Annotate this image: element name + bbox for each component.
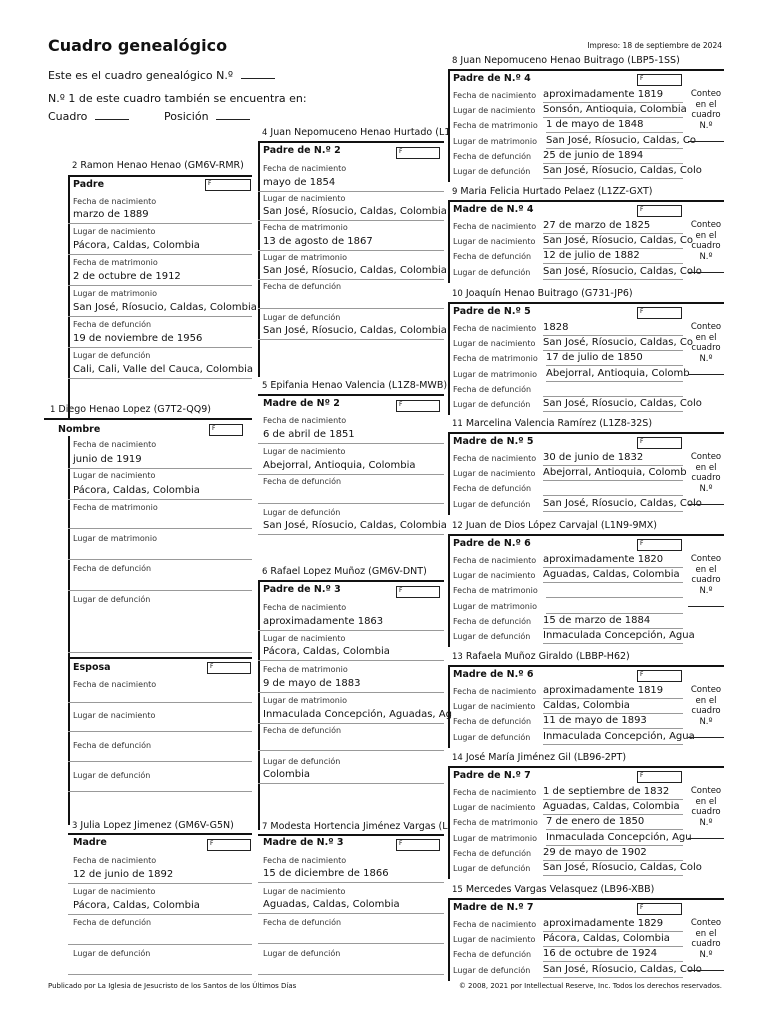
person-9-birth-date[interactable]: 27 de marzo de 1825 <box>543 220 683 234</box>
person-11-birth-place-row: Lugar de nacimiento Abejorral, Antioquia, Colomb <box>453 469 535 478</box>
person-14-death-date[interactable]: 29 de mayo de 1902 <box>543 847 683 861</box>
person-9-f-box[interactable]: F <box>637 205 682 217</box>
person-12-birth-place-row: Lugar de nacimiento Aguadas, Caldas, Colombia <box>453 571 535 580</box>
person-15-name[interactable]: 15 Mercedes Vargas Velasquez (LB96-XBB) <box>452 884 655 895</box>
person-3-f-box[interactable]: F <box>207 839 251 851</box>
person-13-death-place[interactable]: Inmaculada Concepción, Agua <box>543 731 683 745</box>
label: Lugar de matrimonio <box>263 696 347 705</box>
label: Fecha de nacimiento <box>263 603 347 612</box>
label: Lugar de matrimonio <box>263 253 347 262</box>
person-8-role: Padre de N.º 4 <box>453 73 531 84</box>
person-9-name[interactable]: 9 Maria Felicia Hurtado Pelaez (L1ZZ-GXT) <box>452 186 653 197</box>
label: Lugar de matrimonio <box>73 289 157 298</box>
person-9-birth-date-row: Fecha de nacimiento 27 de marzo de 1825 <box>453 222 536 231</box>
person-14-marriage-date-row: Fecha de matrimonio 7 de enero de 1850 <box>453 818 538 827</box>
person-8-birth-place[interactable]: Sonsón, Antioquia, Colombia <box>543 104 683 118</box>
person-1-box <box>44 418 252 420</box>
person-10-marriage-place[interactable]: Abejorral, Antioquia, Colomb <box>546 368 683 382</box>
person-5-role: Madre de Nº 2 <box>263 398 340 409</box>
person-14-birth-place[interactable]: Aguadas, Caldas, Colombia <box>543 801 683 815</box>
person-9-death-place[interactable]: San José, Ríosucio, Caldas, Colo <box>543 266 683 280</box>
label: Fecha de nacimiento <box>263 164 347 173</box>
label: Lugar de nacimiento <box>263 194 346 203</box>
person-13-birth-date[interactable]: aproximadamente 1819 <box>543 685 683 699</box>
conteo-field[interactable] <box>688 606 724 607</box>
person-14-death-place-row: Lugar de defunción San José, Ríosucio, Caldas, Colo <box>453 864 530 873</box>
label: Lugar de defunción <box>263 757 341 766</box>
person-15-death-date[interactable]: 16 de octubre de 1924 <box>543 948 683 962</box>
person-12-marriage-place-row: Lugar de matrimonio <box>453 602 537 611</box>
divider <box>68 590 252 591</box>
person-8-birth-date-row: Fecha de nacimiento aproximadamente 1819 <box>453 91 536 100</box>
person-13-box <box>448 665 724 667</box>
divider <box>258 339 444 340</box>
person-2-birth-place[interactable]: Pácora, Caldas, Colombia <box>73 240 200 251</box>
person-3-birth-place[interactable]: Pácora, Caldas, Colombia <box>73 900 200 911</box>
person-15-death-date-row: Fecha de defunción 16 de octubre de 1924 <box>453 950 531 959</box>
person-10-birth-date[interactable]: 1828 <box>543 322 683 336</box>
person-9-birth-place[interactable]: San José, Ríosucio, Caldas, Co <box>543 235 683 249</box>
chart-number-field[interactable] <box>241 68 275 79</box>
person-13-f-box[interactable]: F <box>637 670 682 682</box>
cuadro-label: Cuadro <box>48 110 88 123</box>
conteo-field[interactable] <box>688 141 724 142</box>
divider <box>68 347 252 348</box>
spouse-box <box>68 657 252 659</box>
conteo-field[interactable] <box>688 838 724 839</box>
person-2-name[interactable]: 2 Ramon Henao Henao (GM6V-RMR) <box>72 160 244 171</box>
person-5-birth-place[interactable]: Abejorral, Antioquia, Colombia <box>263 460 416 471</box>
person-8-marriage-place-row: Lugar de matrimonio San José, Ríosucio, Caldas, Co <box>453 137 537 146</box>
person-11-connector <box>448 432 450 515</box>
divider <box>258 974 444 975</box>
divider <box>68 468 252 469</box>
footer-copyright: © 2008, 2021 por Intellectual Reserve, Inc. Todos los derechos reservados. <box>458 982 722 990</box>
person-8-box <box>448 69 724 71</box>
person-1-name[interactable]: 1 Diego Henao Lopez (G7T2-QQ9) <box>50 404 212 415</box>
label: Fecha de defunción <box>263 477 342 486</box>
conteo-label: Conteo en el cuadro N.º <box>690 452 722 494</box>
person-10-connector <box>448 302 450 415</box>
person-8-death-date[interactable]: 25 de junio de 1894 <box>543 150 683 164</box>
person-14-death-place[interactable]: San José, Ríosucio, Caldas, Colo <box>543 862 683 876</box>
person-2-f-box[interactable]: F <box>205 179 251 191</box>
conteo-label: Conteo en el cuadro N.º <box>690 918 722 960</box>
divider <box>68 914 252 915</box>
chart-number-line <box>48 68 275 82</box>
person-12-birth-date-row: Fecha de nacimiento aproximadamente 1820 <box>453 556 536 565</box>
person-13-birth-place-row: Lugar de nacimiento Caldas, Colombia <box>453 702 535 711</box>
spouse-f-box[interactable]: F <box>207 662 251 674</box>
person-15-box <box>448 898 724 900</box>
person-8-f-box[interactable]: F <box>637 74 682 86</box>
label: Fecha de matrimonio <box>263 223 348 232</box>
divider <box>68 761 252 762</box>
person-2-role: Padre <box>73 179 105 190</box>
label: Lugar de defunción <box>263 508 341 517</box>
person-10-death-place[interactable]: San José, Ríosucio, Caldas, Colo <box>543 398 683 412</box>
person-5-f-box[interactable]: F <box>396 400 440 412</box>
person-3-name[interactable]: 3 Julia Lopez Jimenez (GM6V-G5N) <box>72 820 234 831</box>
person-10-birth-place-row: Lugar de nacimiento San José, Ríosucio, Caldas, Co <box>453 339 535 348</box>
person-2-marriage-place[interactable]: San José, Ríosucio, Caldas, Colombia <box>73 302 257 313</box>
label: Fecha de defunción <box>263 282 342 291</box>
person-11-f-box[interactable]: F <box>637 437 682 449</box>
person-6-role: Padre de N.º 3 <box>263 584 341 595</box>
label: Lugar de defunción <box>263 313 341 322</box>
person-11-role: Madre de N.º 5 <box>453 436 534 447</box>
person-1-f-box[interactable]: F <box>209 424 243 436</box>
person-15-death-place[interactable]: San José, Ríosucio, Caldas, Colo <box>543 964 683 978</box>
person-3-box <box>68 833 252 835</box>
person-14-box <box>448 766 724 768</box>
label: Fecha de defunción <box>263 918 342 927</box>
person-2-box <box>68 175 252 177</box>
person-1-marriage-date-label: Fecha de matrimonio <box>73 503 158 512</box>
person-12-f-box[interactable]: F <box>637 539 682 551</box>
person-6-marriage-date[interactable]: 9 de mayo de 1883 <box>263 678 361 689</box>
conteo-label: Conteo en el cuadro N.º <box>690 89 722 131</box>
person-7-birth-place[interactable]: Aguadas, Caldas, Colombia <box>263 899 400 910</box>
divider <box>68 223 252 224</box>
label: Fecha de defunción <box>73 320 152 329</box>
divider <box>68 944 252 945</box>
person-8-death-place[interactable]: San José, Ríosucio, Caldas, Colo <box>543 165 683 179</box>
person-10-death-date-row: Fecha de defunción <box>453 385 531 394</box>
person-11-birth-place[interactable]: Abejorral, Antioquia, Colomb <box>543 467 683 481</box>
divider <box>258 443 444 444</box>
person-1-role: Nombre <box>58 424 101 435</box>
person-7-name[interactable]: 7 Modesta Hortencia Jiménez Vargas (L <box>262 821 448 832</box>
person-5-death-place[interactable]: San José, Ríosucio, Caldas, Colombia <box>263 520 447 531</box>
person-6-marriage-place[interactable]: Inmaculada Concepción, Aguadas, Ag <box>263 709 452 720</box>
spouse-connector <box>68 657 70 825</box>
person-6-connector <box>258 580 260 830</box>
divider <box>68 285 252 286</box>
person-13-death-date-row: Fecha de defunción 11 de mayo de 1893 <box>453 717 531 726</box>
divider <box>258 503 444 504</box>
person-8-birth-place-row: Lugar de nacimiento Sonsón, Antioquia, Colombia <box>453 106 535 115</box>
label: Fecha de defunción <box>73 918 152 927</box>
divider <box>68 652 252 653</box>
divider <box>68 254 252 255</box>
person-13-connector <box>448 665 450 748</box>
divider <box>68 974 252 975</box>
divider <box>258 660 444 661</box>
person-12-death-date-row: Fecha de defunción 15 de marzo de 1884 <box>453 617 531 626</box>
person-12-marriage-date-row: Fecha de matrimonio <box>453 586 538 595</box>
person-4-marriage-date[interactable]: 13 de agosto de 1867 <box>263 236 373 247</box>
divider <box>68 528 252 529</box>
divider <box>68 316 252 317</box>
person-7-birth-date[interactable]: 15 de diciembre de 1866 <box>263 868 389 879</box>
conteo-field[interactable] <box>688 970 724 971</box>
label: Lugar de nacimiento <box>263 634 346 643</box>
label: Fecha de nacimiento <box>73 197 157 206</box>
person-9-death-place-row: Lugar de defunción San José, Ríosucio, Caldas, Colo <box>453 268 530 277</box>
person-1-marriage-place-label: Lugar de matrimonio <box>73 534 157 543</box>
divider <box>258 943 444 944</box>
person-2-marriage-date[interactable]: 2 de octubre de 1912 <box>73 271 181 282</box>
divider <box>258 630 444 631</box>
person-4-f-box[interactable]: F <box>396 147 440 159</box>
label: Lugar de nacimiento <box>73 887 156 896</box>
person-14-death-date-row: Fecha de defunción 29 de mayo de 1902 <box>453 849 531 858</box>
label: Fecha de nacimiento <box>73 856 157 865</box>
person-11-name[interactable]: 11 Marcelina Valencia Ramírez (L1Z8-32S) <box>452 418 653 429</box>
person-12-birth-place[interactable]: Aguadas, Caldas, Colombia <box>543 569 683 583</box>
spouse-death-place-label: Lugar de defunción <box>73 771 151 780</box>
divider <box>68 731 252 732</box>
spouse-death-date-label: Fecha de defunción <box>73 741 152 750</box>
person-1-death-place-label: Lugar de defunción <box>73 595 151 604</box>
person-12-role: Padre de N.º 6 <box>453 538 531 549</box>
person-15-birth-date[interactable]: aproximadamente 1829 <box>543 918 683 932</box>
cuadro-line <box>48 109 129 123</box>
divider <box>68 883 252 884</box>
person-1-birth-date[interactable]: junio de 1919 <box>73 454 142 465</box>
person-12-box <box>448 534 724 536</box>
person-9-role: Madre de N.º 4 <box>453 204 534 215</box>
person-2-death-place[interactable]: Cali, Cali, Valle del Cauca, Colombia <box>73 364 254 375</box>
person-8-death-place-row: Lugar de defunción San José, Ríosucio, Caldas, Colo <box>453 167 530 176</box>
person-10-death-date[interactable] <box>543 383 683 397</box>
person-4-marriage-place[interactable]: San José, Ríosucio, Caldas, Colombia <box>263 265 447 276</box>
spouse-role: Esposa <box>73 662 111 673</box>
person-13-name[interactable]: 13 Rafaela Muñoz Giraldo (LBBP-H62) <box>452 651 630 662</box>
person-12-death-place[interactable]: Inmaculada Concepción, Agua <box>543 630 683 644</box>
label: Lugar de defunción <box>73 351 151 360</box>
person-11-death-date[interactable] <box>543 482 683 496</box>
conteo-label: Conteo en el cuadro N.º <box>690 322 722 364</box>
divider <box>258 913 444 914</box>
divider <box>68 791 252 792</box>
person-4-connector <box>258 141 260 377</box>
person-6-name[interactable]: 6 Rafael Lopez Muñoz (GM6V-DNT) <box>262 566 427 577</box>
person-11-birth-date-row: Fecha de nacimiento 30 de junio de 1832 <box>453 454 536 463</box>
cuadro-field[interactable] <box>95 109 129 120</box>
divider <box>258 783 444 784</box>
person-5-box <box>258 394 444 396</box>
person-4-role: Padre de N.º 2 <box>263 145 341 156</box>
divider <box>68 499 252 500</box>
person-4-name[interactable]: 4 Juan Nepomuceno Henao Hurtado (L1 <box>262 127 451 138</box>
person-6-birth-place[interactable]: Pácora, Caldas, Colombia <box>263 646 390 657</box>
conteo-label: Conteo en el cuadro N.º <box>690 220 722 262</box>
person-10-marriage-date[interactable]: 17 de julio de 1850 <box>546 352 683 366</box>
person-11-birth-date[interactable]: 30 de junio de 1832 <box>543 452 683 466</box>
person-14-marriage-place[interactable]: Inmaculada Concepción, Agu <box>546 832 683 846</box>
divider <box>258 474 444 475</box>
person-12-birth-date[interactable]: aproximadamente 1820 <box>543 554 683 568</box>
person-11-death-place[interactable]: San José, Ríosucio, Caldas, Colo <box>543 498 683 512</box>
person-14-marriage-date[interactable]: 7 de enero de 1850 <box>546 816 683 830</box>
divider <box>258 220 444 221</box>
person-8-death-date-row: Fecha de defunción 25 de junio de 1894 <box>453 152 531 161</box>
person-14-connector <box>448 766 450 879</box>
label: Lugar de nacimiento <box>73 227 156 236</box>
label: Fecha de defunción <box>263 726 342 735</box>
divider <box>258 750 444 751</box>
person-7-f-box[interactable]: F <box>396 839 440 851</box>
person-12-death-place-row: Lugar de defunción Inmaculada Concepción, Agua <box>453 632 530 641</box>
person-5-birth-date[interactable]: 6 de abril de 1851 <box>263 429 355 440</box>
person-12-marriage-place[interactable] <box>546 600 683 614</box>
person-10-birth-date-row: Fecha de nacimiento 1828 <box>453 324 536 333</box>
person-7-role: Madre de N.º 3 <box>263 837 344 848</box>
person-8-marriage-date[interactable]: 1 de mayo de 1848 <box>546 119 683 133</box>
label: Lugar de defunción <box>263 949 341 958</box>
person-1-birth-date-label: Fecha de nacimiento <box>73 440 157 449</box>
person-13-birth-date-row: Fecha de nacimiento aproximadamente 1819 <box>453 687 536 696</box>
conteo-label: Conteo en el cuadro N.º <box>690 554 722 596</box>
label: Fecha de nacimiento <box>263 416 347 425</box>
printed-date: Impreso: 18 de septiembre de 2024 <box>587 41 722 50</box>
label: Fecha de matrimonio <box>73 258 158 267</box>
person-13-birth-place[interactable]: Caldas, Colombia <box>543 700 683 714</box>
person-2-birth-date[interactable]: marzo de 1889 <box>73 209 149 220</box>
person-3-role: Madre <box>73 837 107 848</box>
divider <box>258 534 444 535</box>
posicion-label: Posición <box>164 110 209 123</box>
divider <box>258 308 444 309</box>
person-4-birth-date[interactable]: mayo de 1854 <box>263 177 336 188</box>
person-4-birth-place[interactable]: San José, Ríosucio, Caldas, Colombia <box>263 206 447 217</box>
posicion-field[interactable] <box>216 109 250 120</box>
label: Fecha de matrimonio <box>263 665 348 674</box>
person-15-role: Madre de N.º 7 <box>453 902 534 913</box>
person-13-role: Madre de N.º 6 <box>453 669 534 680</box>
conteo-field[interactable] <box>688 504 724 505</box>
person-12-name[interactable]: 12 Juan de Dios López Carvajal (L1N9-9MX) <box>452 520 657 531</box>
person-15-birth-place[interactable]: Pácora, Caldas, Colombia <box>543 933 683 947</box>
divider <box>258 279 444 280</box>
person-2-connector <box>68 175 70 419</box>
person-9-death-date[interactable]: 12 de julio de 1882 <box>543 250 683 264</box>
divider <box>68 702 252 703</box>
conteo-label: Conteo en el cuadro N.º <box>690 786 722 828</box>
conteo-field[interactable] <box>688 374 724 375</box>
divider <box>258 191 444 192</box>
person-10-marriage-date-row: Fecha de matrimonio 17 de julio de 1850 <box>453 354 538 363</box>
person-14-birth-place-row: Lugar de nacimiento Aguadas, Caldas, Colombia <box>453 803 535 812</box>
person-10-f-box[interactable]: F <box>637 307 682 319</box>
label: Lugar de nacimiento <box>263 887 346 896</box>
label: Lugar de defunción <box>73 949 151 958</box>
person-10-name[interactable]: 10 Joaquín Henao Buitrago (G731-JP6) <box>452 288 633 299</box>
person-11-death-place-row: Lugar de defunción San José, Ríosucio, Caldas, Colo <box>453 500 530 509</box>
person-10-role: Padre de N.º 5 <box>453 306 531 317</box>
person-4-death-place[interactable]: San José, Ríosucio, Caldas, Colombia <box>263 325 447 336</box>
person-8-marriage-date-row: Fecha de matrimonio 1 de mayo de 1848 <box>453 121 538 130</box>
person-9-box <box>448 200 724 202</box>
person-15-birth-place-row: Lugar de nacimiento Pácora, Caldas, Colombia <box>453 935 535 944</box>
person-10-death-place-row: Lugar de defunción San José, Ríosucio, Caldas, Colo <box>453 400 530 409</box>
person-6-death-place[interactable]: Colombia <box>263 769 310 780</box>
person-1-birth-place[interactable]: Pácora, Caldas, Colombia <box>73 485 200 496</box>
person-9-connector <box>448 200 450 283</box>
label: Fecha de nacimiento <box>263 856 347 865</box>
person-15-death-place-row: Lugar de defunción San José, Ríosucio, Caldas, Colo <box>453 966 530 975</box>
person-8-connector <box>448 69 450 182</box>
person-9-death-date-row: Fecha de defunción 12 de julio de 1882 <box>453 252 531 261</box>
person-11-death-date-row: Fecha de defunción <box>453 484 531 493</box>
person-14-marriage-place-row: Lugar de matrimonio Inmaculada Concepción, Agu <box>453 834 537 843</box>
person-8-name[interactable]: 8 Juan Nepomuceno Henao Buitrago (LBP5-1SS) <box>452 55 680 66</box>
person-15-birth-date-row: Fecha de nacimiento aproximadamente 1829 <box>453 920 536 929</box>
person-12-marriage-date[interactable] <box>546 584 683 598</box>
person-9-birth-place-row: Lugar de nacimiento San José, Ríosucio, Caldas, Co <box>453 237 535 246</box>
person-12-death-date[interactable]: 15 de marzo de 1884 <box>543 615 683 629</box>
person-8-birth-date[interactable]: aproximadamente 1819 <box>543 89 683 103</box>
person-2-death-date[interactable]: 19 de noviembre de 1956 <box>73 333 203 344</box>
footer-publisher: Publicado por La Iglesia de Jesucristo de los Santos de los Últimos Días <box>48 982 297 990</box>
person-6-box <box>258 580 444 582</box>
person-6-f-box[interactable]: F <box>396 586 440 598</box>
person-14-name[interactable]: 14 José María Jiménez Gil (LB96-2PT) <box>452 752 627 763</box>
person-4-box <box>258 141 444 143</box>
person-1-connector <box>68 436 70 658</box>
divider <box>258 882 444 883</box>
person-14-birth-date-row: Fecha de nacimiento 1 de septiembre de 1832 <box>453 788 536 797</box>
person-15-f-box[interactable]: F <box>637 903 682 915</box>
spouse-birth-place-label: Lugar de nacimiento <box>73 711 156 720</box>
conteo-field[interactable] <box>688 737 724 738</box>
person-13-death-date[interactable]: 11 de mayo de 1893 <box>543 715 683 729</box>
also-on-label: N.º 1 de este cuadro también se encuentra en: <box>48 92 307 105</box>
person-15-connector <box>448 898 450 981</box>
divider <box>258 250 444 251</box>
label: Lugar de nacimiento <box>263 447 346 456</box>
person-14-birth-date[interactable]: 1 de septiembre de 1832 <box>543 786 683 800</box>
person-3-birth-date[interactable]: 12 de junio de 1892 <box>73 869 174 880</box>
posicion-line <box>164 109 250 123</box>
person-10-marriage-place-row: Lugar de matrimonio Abejorral, Antioquia, Colomb <box>453 370 537 379</box>
person-14-f-box[interactable]: F <box>637 771 682 783</box>
conteo-field[interactable] <box>688 272 724 273</box>
person-8-marriage-place[interactable]: San José, Ríosucio, Caldas, Co <box>546 135 683 149</box>
person-1-birth-place-label: Lugar de nacimiento <box>73 471 156 480</box>
chart-number-label: Este es el cuadro genealógico N.º <box>48 69 234 82</box>
conteo-label: Conteo en el cuadro N.º <box>690 685 722 727</box>
person-1-death-date-label: Fecha de defunción <box>73 564 152 573</box>
person-14-role: Padre de N.º 7 <box>453 770 531 781</box>
person-13-death-place-row: Lugar de defunción Inmaculada Concepción, Agua <box>453 733 530 742</box>
person-10-box <box>448 302 724 304</box>
person-6-birth-date[interactable]: aproximadamente 1863 <box>263 616 384 627</box>
divider <box>68 559 252 560</box>
person-12-connector <box>448 534 450 647</box>
person-11-box <box>448 432 724 434</box>
divider <box>68 378 252 379</box>
spouse-birth-date-label: Fecha de nacimiento <box>73 680 157 689</box>
divider <box>258 723 444 724</box>
divider <box>258 692 444 693</box>
person-5-name[interactable]: 5 Epifania Henao Valencia (L1Z8-MWB) <box>262 380 448 391</box>
person-7-box <box>258 834 444 836</box>
page-title: Cuadro genealógico <box>48 36 228 55</box>
person-10-birth-place[interactable]: San José, Ríosucio, Caldas, Co <box>543 337 683 351</box>
